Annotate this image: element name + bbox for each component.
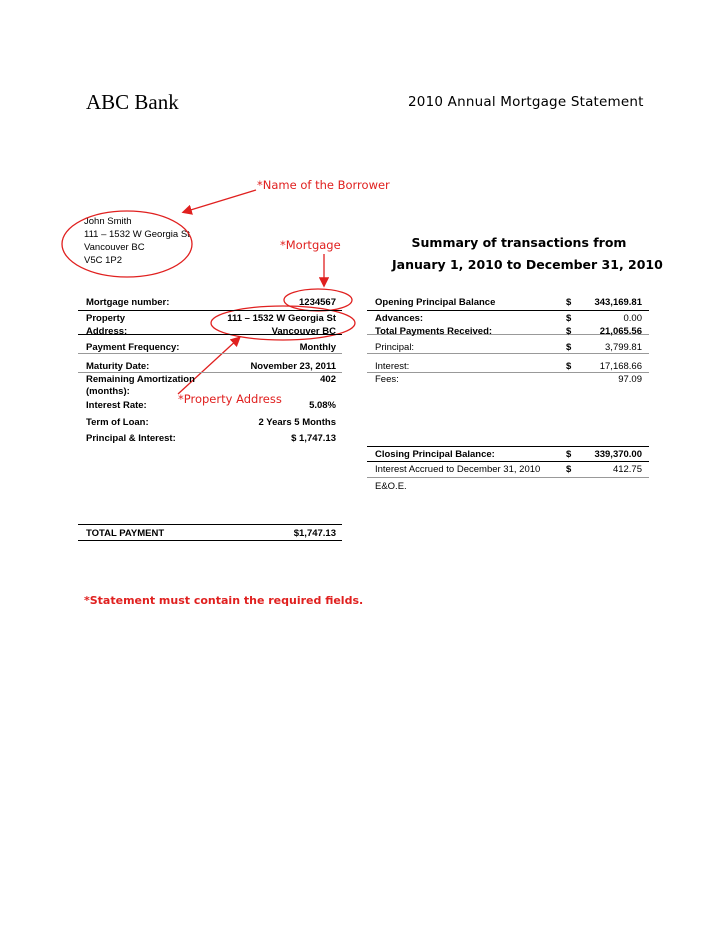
interest-accrued-currency: $ — [566, 464, 572, 475]
rule — [78, 310, 342, 311]
payments-received-value: 21,065.56 — [599, 326, 642, 337]
principal-currency: $ — [566, 342, 572, 353]
borrower-postal: V5C 1P2 — [84, 255, 123, 266]
principal-label: Principal: — [375, 342, 415, 353]
interest-rate-value: 5.08% — [309, 400, 336, 411]
bank-name: ABC Bank — [86, 90, 179, 114]
interest-accrued-label: Interest Accrued to December 31, 2010 — [375, 464, 541, 475]
fees-label: Fees: — [375, 374, 399, 385]
summary-title-line1: Summary of transactions from — [411, 235, 627, 250]
payments-received-currency: $ — [566, 326, 572, 337]
borrower-city: Vancouver BC — [84, 242, 145, 253]
payment-frequency-value: Monthly — [299, 342, 336, 353]
opening-balance-value: 343,169.81 — [594, 297, 642, 308]
total-payment-label: TOTAL PAYMENT — [86, 528, 165, 539]
term-value: 2 Years 5 Months — [258, 417, 336, 428]
rule — [367, 310, 649, 311]
borrower-name: John Smith — [84, 216, 132, 227]
mortgage-number-label: Mortgage number: — [86, 297, 170, 308]
closing-balance-label: Closing Principal Balance: — [375, 449, 495, 460]
interest-rate-label: Interest Rate: — [86, 400, 147, 411]
rule — [367, 353, 649, 354]
amortization-label-1: Remaining Amortization — [86, 374, 195, 385]
required-fields-note: *Statement must contain the required fields. — [84, 594, 364, 607]
principal-value: 3,799.81 — [605, 342, 642, 353]
rule — [78, 372, 342, 373]
interest-value: 17,168.66 — [599, 361, 642, 372]
closing-balance-value: 339,370.00 — [594, 449, 642, 460]
statement-title: 2010 Annual Mortgage Statement — [408, 94, 644, 110]
borrower-circle — [62, 211, 192, 277]
mortgage-number-value: 1234567 — [299, 297, 336, 308]
rule — [78, 353, 342, 354]
annotation-property: *Property Address — [178, 392, 282, 406]
eoe-note: E&O.E. — [375, 481, 407, 492]
interest-label: Interest: — [375, 361, 410, 372]
rule — [367, 477, 649, 478]
property-arrow — [178, 338, 239, 394]
rule — [367, 446, 649, 447]
advances-currency: $ — [566, 313, 572, 324]
borrower-street: 111 – 1532 W Georgia St — [84, 229, 190, 240]
interest-accrued-value: 412.75 — [612, 464, 642, 475]
opening-balance-label: Opening Principal Balance — [375, 297, 496, 308]
property-label-1: Property — [86, 313, 126, 324]
payment-frequency-label: Payment Frequency: — [86, 342, 180, 353]
payments-received-label: Total Payments Received: — [375, 326, 493, 337]
maturity-date-label: Maturity Date: — [86, 361, 150, 372]
principal-interest-label: Principal & Interest: — [86, 433, 176, 444]
rule — [78, 524, 342, 525]
amortization-value: 402 — [320, 374, 336, 385]
property-value-2: Vancouver BC — [271, 326, 336, 337]
borrower-arrow — [184, 190, 256, 212]
total-payment-value: $1,747.13 — [293, 528, 336, 539]
closing-balance-currency: $ — [566, 449, 572, 460]
rule — [78, 540, 342, 541]
term-label: Term of Loan: — [86, 417, 149, 428]
summary-title-line2: January 1, 2010 to December 31, 2010 — [392, 257, 663, 272]
maturity-date-value: November 23, 2011 — [250, 361, 336, 372]
property-label-2: Address: — [86, 326, 128, 337]
interest-currency: $ — [566, 361, 572, 372]
fees-value: 97.09 — [618, 374, 642, 385]
advances-value: 0.00 — [623, 313, 642, 324]
rule — [367, 372, 649, 373]
opening-balance-currency: $ — [566, 297, 572, 308]
annotation-borrower: *Name of the Borrower — [257, 178, 390, 192]
amortization-label-2: (months): — [86, 386, 130, 397]
principal-interest-value: $ 1,747.13 — [291, 433, 336, 444]
property-value-1: 111 – 1532 W Georgia St — [227, 313, 336, 324]
rule — [367, 461, 649, 462]
advances-label: Advances: — [375, 313, 424, 324]
annotation-mortgage: *Mortgage — [280, 238, 341, 252]
